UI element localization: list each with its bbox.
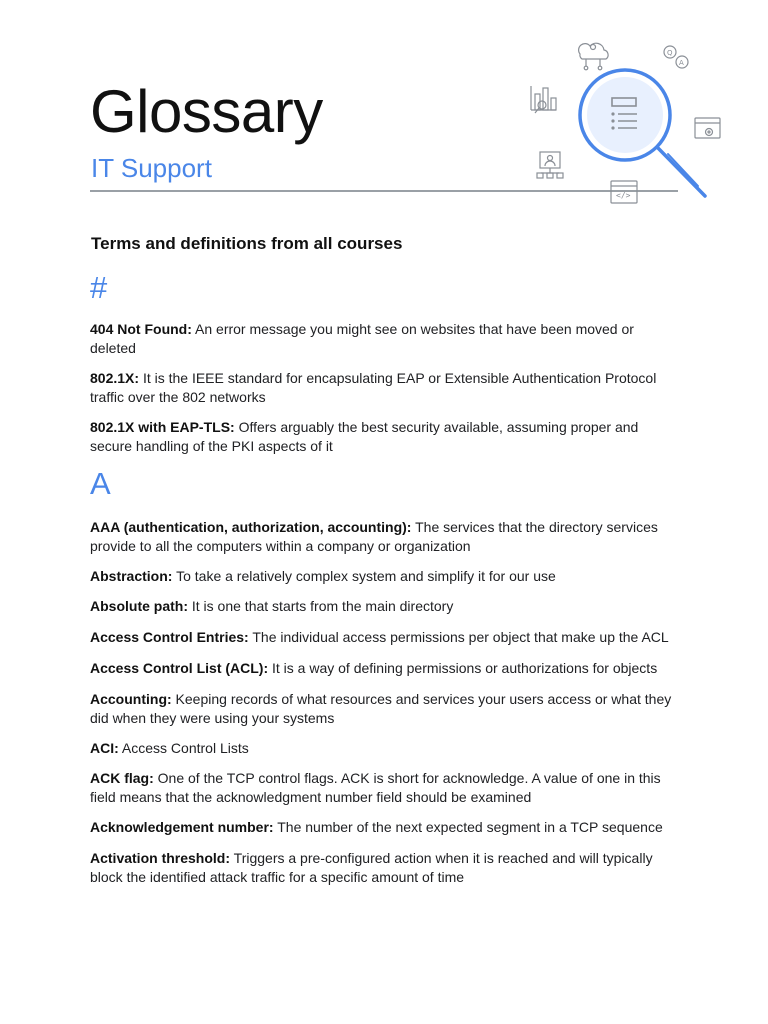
entry-definition: Triggers a pre-configured action when it is reached and will typically block the identified attack traffic for a specific amount of time <box>90 850 653 885</box>
cloud-gear-icon <box>579 43 609 70</box>
org-chart-icon <box>537 152 563 178</box>
entry-definition: It is the IEEE standard for encapsulating EAP or Extensible Authentication Protocol traffic over the 802 networks <box>90 370 657 405</box>
glossary-entry <box>90 739 680 758</box>
bar-chart-icon <box>531 86 556 113</box>
letter-heading-hash: # <box>90 270 108 305</box>
entry-term: Acknowledgement number: <box>90 819 274 835</box>
entry-term: Accounting: <box>90 691 172 707</box>
glossary-entry <box>90 769 680 806</box>
entry-term: AAA (authentication, authorization, accounting): <box>90 519 412 535</box>
entry-term: ACK flag: <box>90 770 154 786</box>
chat-bubbles-icon <box>664 46 688 68</box>
glossary-entry <box>90 518 680 555</box>
entry-term: Absolute path: <box>90 598 188 614</box>
entry-definition: The individual access permissions per object that make up the ACL <box>252 629 669 645</box>
glossary-entry <box>90 597 680 616</box>
svg-text:</>: </> <box>616 191 631 200</box>
entry-term: Access Control Entries: <box>90 629 249 645</box>
entry-definition: Offers arguably the best security available, assuming proper and secure handling of the PKI aspects of it <box>90 419 639 454</box>
glossary-entry <box>90 320 680 357</box>
page-title: Glossary <box>90 78 323 145</box>
svg-text:A: A <box>679 59 684 67</box>
glossary-entry <box>90 849 680 886</box>
entry-term: 802.1X: <box>90 370 140 386</box>
entry-definition: One of the TCP control flags. ACK is short for acknowledge. A value of one in this field means that the acknowledgment number field should be examined <box>90 770 661 805</box>
entry-term: 404 Not Found: <box>90 321 192 337</box>
letter-heading-a: A <box>90 466 111 501</box>
glossary-entry <box>90 628 680 647</box>
glossary-entry <box>90 659 680 678</box>
entry-term: 802.1X with EAP-TLS: <box>90 419 235 435</box>
entry-definition: Access Control Lists <box>121 740 249 756</box>
glossary-entry <box>90 690 680 727</box>
entry-definition: The number of the next expected segment in a TCP sequence <box>277 819 663 835</box>
entry-definition: To take a relatively complex system and simplify it for our use <box>176 568 556 584</box>
glossary-entry <box>90 818 680 837</box>
glossary-entry <box>90 369 680 406</box>
entry-definition: An error message you might see on websites that have been moved or deleted <box>90 321 634 356</box>
entry-definition: It is a way of defining permissions or authorizations for objects <box>272 660 658 676</box>
header-illustration <box>520 26 740 216</box>
page-subtitle: IT Support <box>91 153 212 183</box>
entry-definition: Keeping records of what resources and services your users access or what they did when they were using your systems <box>90 691 672 726</box>
glossary-entry <box>90 418 680 455</box>
entry-definition: The services that the directory services provide to all the computers within a company or organization <box>90 519 658 554</box>
entry-term: Access Control List (ACL): <box>90 660 269 676</box>
magnifier-document-icon <box>580 70 705 196</box>
settings-window-icon <box>695 118 720 138</box>
svg-text:Q: Q <box>667 49 673 57</box>
entry-term: Abstraction: <box>90 568 173 584</box>
section-heading: Terms and definitions from all courses <box>91 234 403 253</box>
code-window-icon <box>611 181 637 203</box>
entry-term: Activation threshold: <box>90 850 231 866</box>
entry-term: ACI: <box>90 740 119 756</box>
entry-definition: It is one that starts from the main directory <box>191 598 454 614</box>
glossary-entry <box>90 567 680 586</box>
